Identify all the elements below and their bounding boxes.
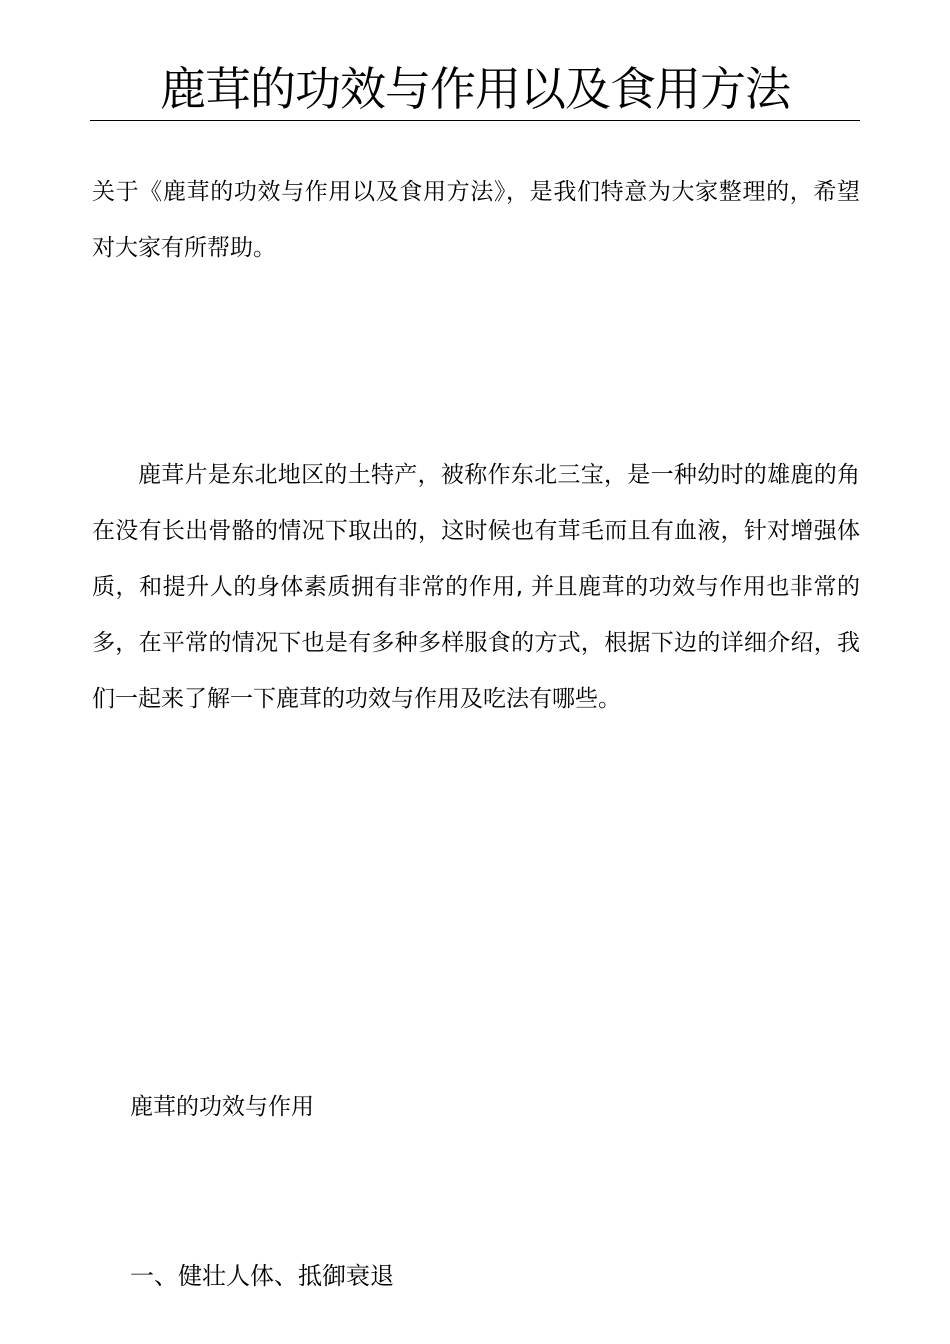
intro-paragraph: 关于《鹿茸的功效与作用以及食用方法》，是我们特意为大家整理的，希望对大家有所帮助。 <box>92 179 860 261</box>
title-underline <box>90 120 860 121</box>
document-title: 鹿茸的功效与作用以及食用方法 <box>160 62 790 116</box>
body-paragraph: 鹿茸片是东北地区的土特产，被称作东北三宝，是一种幼时的雄鹿的角在没有长出骨骼的情况下取出的，这时候也有茸毛而且有血液，针对增强体质，和提升人的身体素质拥有非常的作用, 并且鹿茸的功效与作用也非常的多，在平常的情况下也是有多种多样服食的方式，根据下边的详细介绍，我们一起来了解一下鹿茸的功效与作用及吃法有哪些。 <box>92 462 860 712</box>
section-heading: 鹿茸的功效与作用 <box>130 1094 314 1120</box>
sub-heading: 一、健壮人体、抵御衰退 <box>130 1262 394 1290</box>
